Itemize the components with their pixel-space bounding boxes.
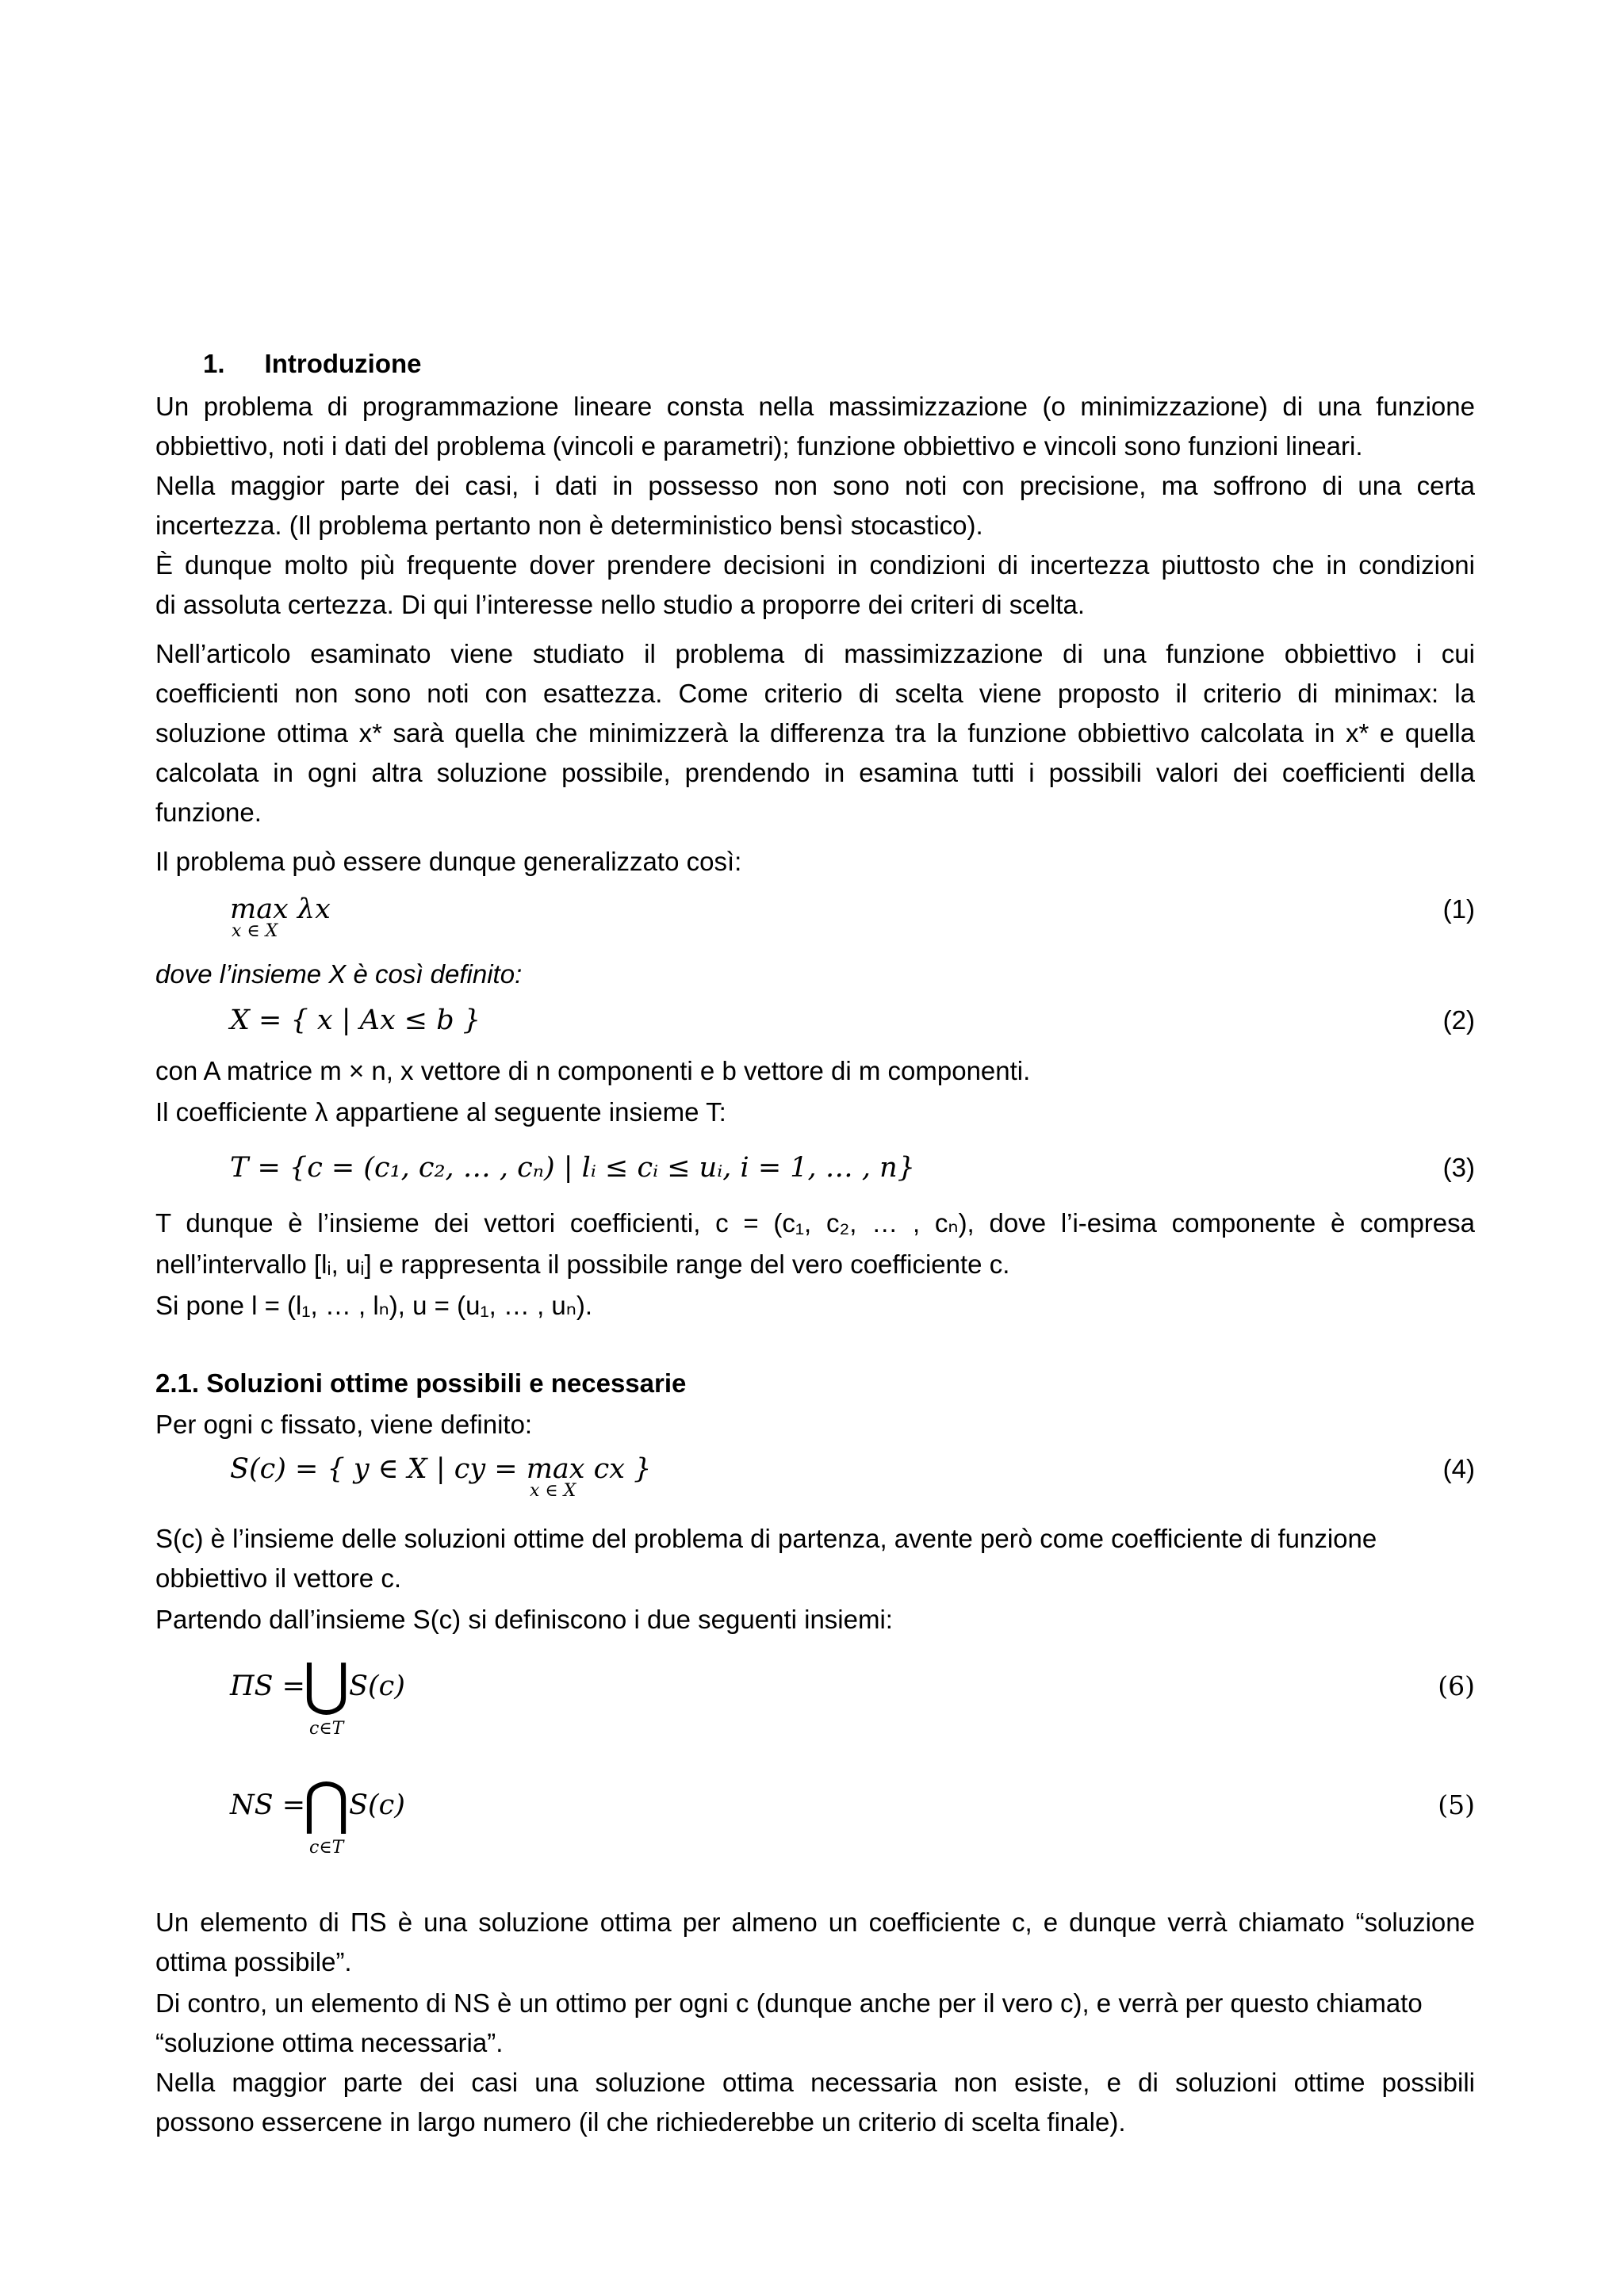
subsection-heading: 2.1. Soluzioni ottime possibili e necessarie bbox=[155, 1368, 687, 1398]
paragraph-line: Partendo dall’insieme S(c) si definiscono i due seguenti insiemi: bbox=[155, 1605, 893, 1634]
paragraph-line: ottima possibile”. bbox=[155, 1947, 352, 1976]
paragraph-line: Per ogni c fissato, viene definito: bbox=[155, 1410, 533, 1439]
paragraph-line: obbiettivo, noti i dati del problema (vincoli e parametri); funzione obbiettivo e vincoli sono funzioni lineari. bbox=[155, 431, 1363, 461]
paragraph-line: funzione. bbox=[155, 798, 262, 827]
paragraph-line: nell’intervallo [lᵢ, uᵢ] e rappresenta il possibile range del vero coefficiente c. bbox=[155, 1249, 1010, 1279]
equation-6-lhs: ΠS = bbox=[230, 1670, 305, 1702]
paragraph-line: calcolata in ogni altra soluzione possibile, prendendo in esamina tutti i possibili valori dei coefficienti della bbox=[155, 758, 1475, 787]
paragraph-line: di assoluta certezza. Di qui l’interesse nello studio a proporre dei criteri di scelta. bbox=[155, 590, 1086, 619]
union-operator: ⋃ bbox=[303, 1651, 350, 1717]
paragraph-line: incertezza. (Il problema pertanto non è deterministico bensì stocastico). bbox=[155, 511, 983, 540]
paragraph-line: Nell’articolo esaminato viene studiato il problema di massimizzazione di una funzione obbiettivo i cui bbox=[155, 639, 1475, 668]
equation-2: X = { x | Ax ≤ b } bbox=[230, 1004, 481, 1036]
equation-number: (4) bbox=[1442, 1454, 1475, 1483]
intersection-operator: ⋂ bbox=[303, 1770, 350, 1836]
paragraph-line: Il coefficiente λ appartiene al seguente insieme T: bbox=[155, 1097, 726, 1127]
equation-1: max λx bbox=[230, 894, 331, 925]
section-title: Introduzione bbox=[264, 349, 422, 378]
equation-6-subscript: c∈T bbox=[309, 1719, 344, 1739]
paragraph-line: Un elemento di ΠS è una soluzione ottima per almeno un coefficiente c, e dunque verrà chiamato “soluzione bbox=[155, 1908, 1475, 1937]
paragraph-line: È dunque molto più frequente dover prendere decisioni in condizioni di incertezza piuttosto che in condizioni bbox=[155, 550, 1475, 580]
paragraph-line: Un problema di programmazione lineare consta nella massimizzazione (o minimizzazione) di una funzione bbox=[155, 392, 1475, 421]
paragraph-line: Di contro, un elemento di NS è un ottimo per ogni c (dunque anche per il vero c), e verrà per questo chiamato bbox=[155, 1988, 1423, 2018]
equation-number: (1) bbox=[1442, 894, 1475, 924]
paragraph-line: obbiettivo il vettore c. bbox=[155, 1563, 401, 1593]
paragraph-line: soluzione ottima x* sarà quella che minimizzerà la differenza tra la funzione obbiettivo calcolata in x* e quella bbox=[155, 718, 1475, 748]
section-heading bbox=[155, 344, 1475, 384]
paragraph-line: con A matrice m × n, x vettore di n componenti e b vettore di m componenti. bbox=[155, 1056, 1031, 1085]
equation-number: (5) bbox=[1438, 1789, 1475, 1820]
equation-1-subscript: x ∈ X bbox=[232, 921, 278, 941]
paragraph-line: Si pone l = (l₁, … , lₙ), u = (u₁, … , uₙ). bbox=[155, 1291, 593, 1320]
paragraph-line: T dunque è l’insieme dei vettori coefficienti, c = (c₁, c₂, … , cₙ), dove l’i-esima componente è compresa bbox=[155, 1208, 1475, 1238]
equation-5-rhs: S(c) bbox=[349, 1789, 405, 1821]
equation-5-lhs: NS = bbox=[230, 1789, 306, 1821]
paragraph-line: dove l’insieme X è così definito: bbox=[155, 959, 523, 989]
equation-4: S(c) = { y ∈ X | cy = max cx } bbox=[230, 1453, 652, 1485]
equation-4-subscript: x ∈ X bbox=[530, 1481, 576, 1501]
section-number: 1. bbox=[203, 349, 225, 378]
paragraph-line: “soluzione ottima necessaria”. bbox=[155, 2028, 504, 2057]
equation-number: (3) bbox=[1442, 1153, 1475, 1182]
paragraph-line: Nella maggior parte dei casi una soluzione ottima necessaria non esiste, e di soluzioni ottime possibili bbox=[155, 2068, 1475, 2097]
paragraph-line: coefficienti non sono noti con esattezza. Come criterio di scelta viene proposto il criterio di minimax: la bbox=[155, 679, 1475, 708]
equation-5-subscript: c∈T bbox=[309, 1838, 344, 1858]
equation-6-rhs: S(c) bbox=[349, 1670, 405, 1702]
paragraph-line: S(c) è l’insieme delle soluzioni ottime del problema di partenza, avente però come coefficiente di funzione bbox=[155, 1524, 1377, 1553]
paragraph-line: Il problema può essere dunque generalizzato così: bbox=[155, 847, 742, 876]
paragraph-line: possono essercene in largo numero (il che richiederebbe un criterio di scelta finale). bbox=[155, 2107, 1126, 2137]
equation-3: T = {c = (c₁, c₂, … , cₙ) | lᵢ ≤ cᵢ ≤ uᵢ, i = 1, … , n} bbox=[230, 1152, 915, 1184]
equation-number: (6) bbox=[1438, 1670, 1475, 1701]
equation-number: (2) bbox=[1442, 1005, 1475, 1035]
paragraph-line: Nella maggior parte dei casi, i dati in possesso non sono noti con precisione, ma soffrono di una certa bbox=[155, 471, 1475, 500]
